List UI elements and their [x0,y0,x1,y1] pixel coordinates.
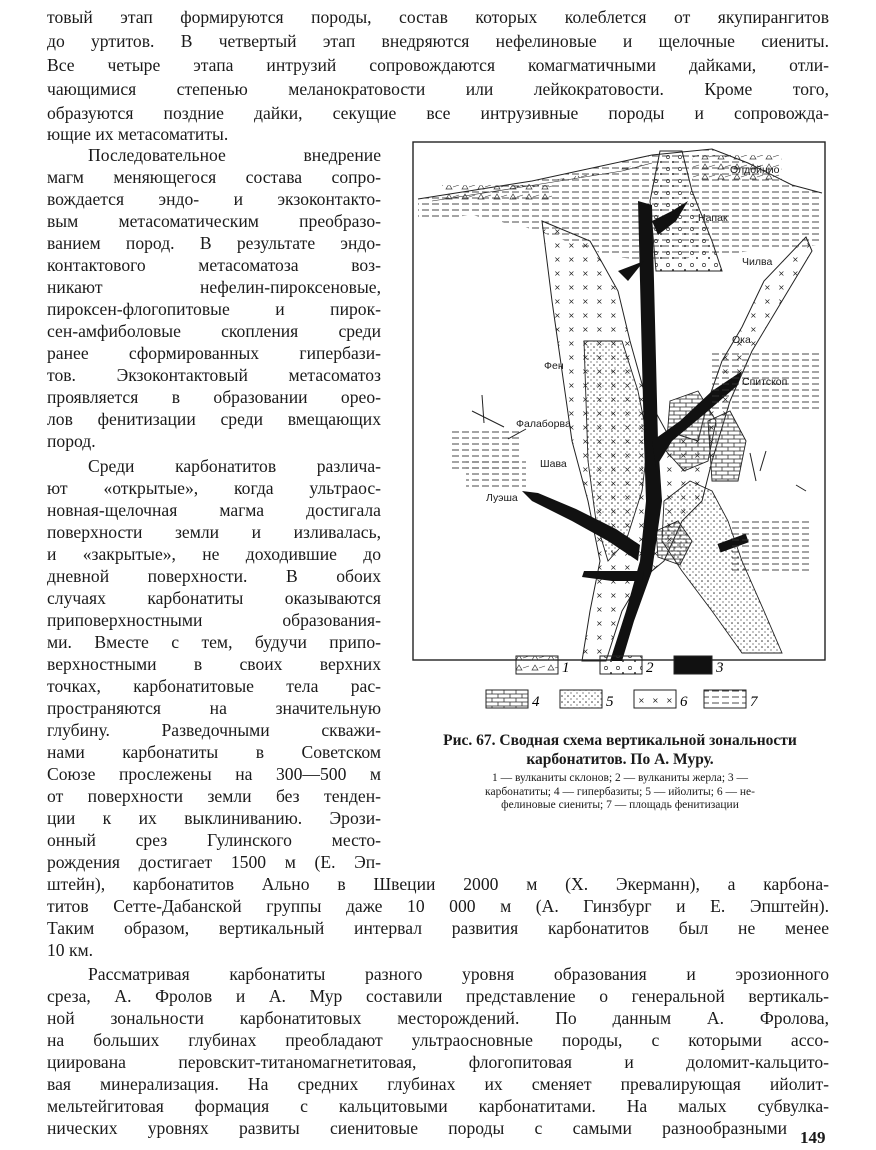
text-line: пород. [47,431,96,451]
text-line: онный срез Гулинского место- [47,830,381,850]
figure-caption-title [400,731,840,769]
figure-legend [482,652,782,722]
text-line: верхностными в своих верхних [47,654,381,674]
text-line: среза, А. Фролов и А. Мур составили представление о генеральной вертикаль- [47,986,829,1006]
text-line: циирована перовскит-титаномагнетитовая, флогопитовая и доломит-кальцито- [47,1052,829,1072]
text-line: чающимися степенью меланократовости или лейкократовости. Кроме того, [47,79,829,99]
text-line: Таким образом, вертикальный интервал развития карбонатитов был не менее [47,918,829,938]
text-line: проявляется в образовании орео- [47,387,381,407]
label-spitskop: Спитскоп [742,376,788,388]
label-chilva: Чилва [742,256,773,268]
label-oka: Ока [732,334,751,346]
text-line: никают нефелин-пироксеновые, [47,277,381,297]
text-line: магм меняющегося состава сопро- [47,167,381,187]
text-line: образуются поздние дайки, секущие все интрузивные породы и сопровожда- [47,103,829,123]
text-line: 10 км. [47,940,94,960]
text-line: нических уровнях развиты сиенитовые породы с самыми разнообразными [47,1118,787,1138]
label-phalaborwa: Фалаборва [516,418,571,430]
figure-caption-text [404,772,836,813]
caption-title-line: карбонатитов. По А. Муру. [526,751,714,768]
text-line: Все четыре этапа интрузий сопровождаются комагматичными дайками, отли- [47,55,829,75]
svg-text:1: 1 [562,660,570,676]
page-number: 149 [800,1128,826,1147]
text-line: Среди карбонатитов различа- [88,456,381,476]
svg-text:5: 5 [606,694,614,710]
text-line: ранее сформированных гипербази- [47,343,381,363]
caption-title-line: Рис. 67. Сводная схема вертикальной зональности [443,732,797,749]
text-line: случаях карбонатиты оказываются [47,588,381,608]
label-shava: Шава [540,458,567,470]
figure-67 [412,141,830,663]
text-line: ющие их метасоматиты. [47,124,229,144]
svg-text:2: 2 [646,660,654,676]
text-line: вым метасоматическим преобразо- [47,211,381,231]
text-line: тов. Экзоконтактовый метасоматоз [47,365,381,385]
text-line: ют «открытые», когда ультраос- [47,478,381,498]
legend-item-1 [516,656,570,676]
svg-text:6: 6 [680,694,688,710]
caption-text-line: фелиновые сиениты; 7 — площадь фенитизации [501,799,739,811]
legend-item-5 [560,690,614,710]
text-line: новная-щелочная магма достигала [47,500,381,520]
text-line: поверхности земли и изливалась, [47,522,381,542]
text-line: ции к их выклиниванию. Эрози- [47,808,381,828]
text-line: ванием пород. В результате эндо- [47,233,381,253]
legend-item-2 [600,656,654,676]
label-oldoinyo: Олдойнио [730,164,780,176]
text-line: контактового метасоматоза воз- [47,255,381,275]
text-line: лов фенитизации среди вмещающих [47,409,381,429]
text-line: титов Сетте-Дабанской группы даже 10 000 м (А. Гинзбург и Е. Эпштейн). [47,896,829,916]
text-line: пироксен-флогопитовые и пирок- [47,299,381,319]
text-line: на больших глубинах преобладают ультраосновные породы, с которыми ассо- [47,1030,829,1050]
text-line: штейн), карбонатитов Ально в Швеции 2000 м (Х. Экерманн), а карбона- [47,874,829,894]
text-line: товый этап формируются породы, состав которых колеблется от якупирангитов [47,7,829,27]
text-line: Последовательное внедрение [88,145,381,165]
label-fen: Фен [544,360,564,372]
caption-text-line: 1 — вулканиты склонов; 2 — вулканиты жерла; 3 — [491,772,749,784]
text-line: ми. Вместе с тем, будучи припо- [47,632,381,652]
legend-item-6 [634,690,688,710]
text-line: мельтейгитовая формация с кальцитовыми карбонатитами. На малых субвулка- [47,1096,829,1116]
text-line: Союзе прослежены на 300—500 м [47,764,381,784]
text-line: глубину. Разведочными скважи- [47,720,381,740]
text-line: и «закрытые», не доходившие до [47,544,381,564]
text-line: вая минерализация. На средних глубинах их сменяет превалирующая ийолит- [47,1074,829,1094]
label-napak: Напак [698,212,728,224]
text-line: ной зональности карбонатитовых месторождений. По данным А. Фролова, [47,1008,829,1028]
text-line: рождения достигает 1500 м (Е. Эп- [47,852,381,872]
legend-item-7 [704,690,759,710]
text-line: до уртитов. В четвертый этап внедряются нефелиновые и щелочные сиениты. [47,31,829,51]
legend-item-4 [486,690,540,710]
text-line: Рассматривая карбонатиты разного уровня образования и эрозионного [88,964,829,984]
text-line: сен-амфиболовые скопления среди [47,321,381,341]
text-line: нами карбонатиты в Советском [47,742,381,762]
svg-text:3: 3 [716,660,724,676]
caption-text-line: карбонатиты; 4 — гипербазиты; 5 — ийолиты; 6 — не- [485,785,755,798]
legend-item-3 [674,656,724,676]
label-luesha: Луэша [486,492,518,504]
text-line: вождается эндо- и экзоконтакто- [47,189,381,209]
text-line: от поверхности земли без тенден- [47,786,381,806]
text-line: приповерхностными образования- [47,610,381,630]
text-line: пространяются на значительную [47,698,381,718]
svg-text:7: 7 [750,694,758,710]
text-line: дневной поверхности. В обоих [47,566,381,586]
svg-text:4: 4 [532,694,540,710]
text-line: точках, карбонатитовые тела рас- [47,676,381,696]
